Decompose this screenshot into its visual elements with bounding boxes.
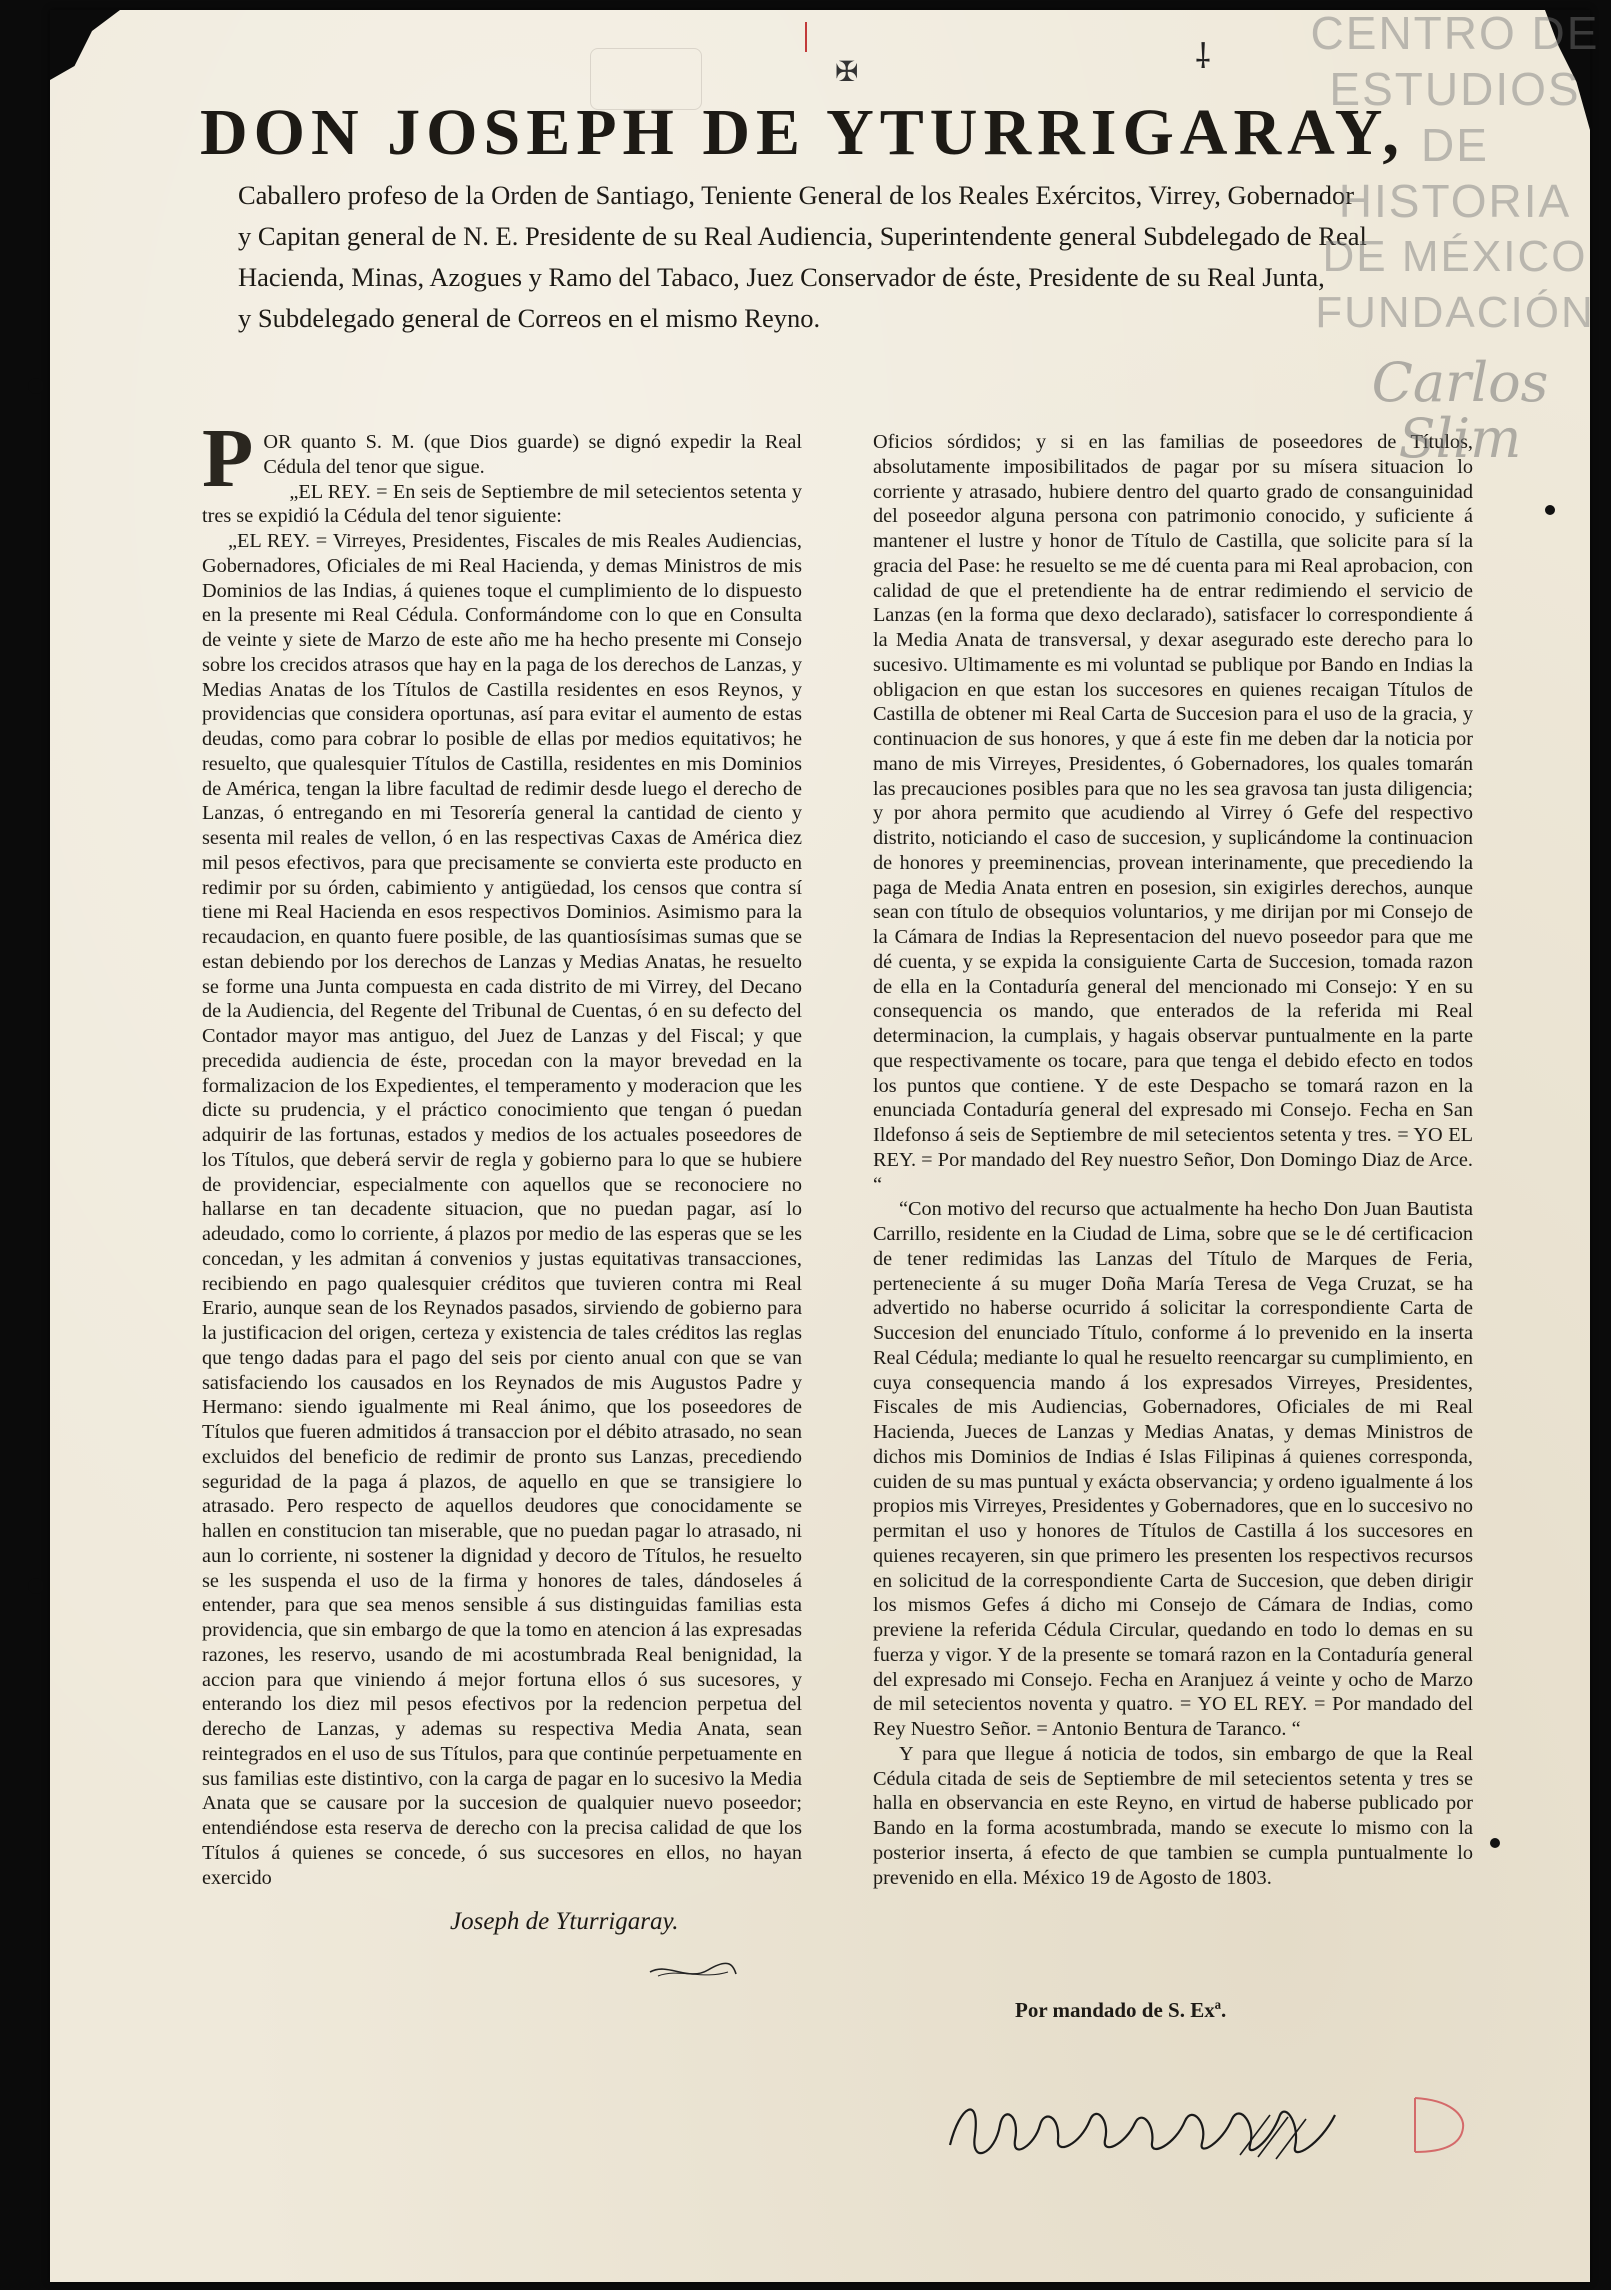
watermark-line: DE MÉXICO [1322,232,1588,281]
ink-dot [1490,1838,1500,1848]
watermark-script: Carlos Slim [1371,351,1549,470]
left-column [202,412,802,1890]
cross-icon: ✠ [835,57,859,88]
red-ink-mark [805,22,807,52]
mandado-line: Por mandado de S. Exª. [1015,1998,1227,2022]
subtitle-line: y Capitan general de N. E. Presidente de su Real Audiencia, Superintendente general Subdelegado de Real [238,221,1367,251]
paragraph: “Con motivo del recurso que actualmente ha hecho Don Juan Bautista Carrillo, residente en la Ciudad de Lima, sobre que se le dé certificacion de tener redimidas las Lanzas del Título de Marques de Feria, perteneciente á su muger Doña María Teresa de Vega Cruzat, se ha advertido no haberse ocurrido á solicitar la correspondiente Carta de Succesion del enunciado Título, conforme á lo prevenido en la inserta Real Cédula; mediante lo qual he resuelto reencargar su cumplimiento, en cuya consequencia mando á los expresados Virreyes, Presidentes, Fiscales de mis Audiencias, Gobernadores, Oficiales de mi Real Hacienda, Jueces de Lanzas y Medias Anatas, y demas Ministros de dichos mis Dominios de Indias é Islas Filipinas á quienes corresponda, cuiden de su mas puntual y exácta observancia; y ordeno igualmente á los propios mis Virreyes, Presidentes y Gobernadores, que en lo succesivo no permitan el uso y honores de Títulos de Castilla á los succesores en quienes recayeren, sin que primero les presenten los respectivos recursos en solicitud de la correspondiente Carta de Succesion, que deben dirigir los mismos Gefes á dicho mi Consejo de Cámara de Indias, como previene la referida Cédula Circular, quedando en todo lo demas en su fuerza y vigor. Y de la presente se tomará razon en la Contaduría general del expresado mi Consejo. Fecha en Aranjuez á veinte y ocho de Marzo de mil setecientos noventa y quatro. = YO EL REY. = Por mandado del Rey Nuestro Señor. = Antonio Bentura de Taranco. “ [873,1198,1473,1740]
watermark-line: DE HISTORIA [1338,119,1572,227]
drop-cap: P [202,412,254,505]
subtitle-line: Hacienda, Minas, Azogues y Ramo del Tabaco, Juez Conservador de éste, Presidente de su Real Junta, [238,262,1325,292]
subtitle-line: Caballero profeso de la Orden de Santiago, Teniente General de los Reales Exércitos, Virrey, Gobernador [238,180,1355,210]
paragraph: Y para que llegue á noticia de todos, sin embargo de que la Real Cédula citada de seis de Septiembre de mil setecientos setenta y tres se halla en observancia en este Reyno, en virtud de haberse publicado por Bando en la forma acostumbrada, mando se execute lo mismo con la posterior inserta, á efecto de que tambien se cumpla puntualmente lo prevenido en ella. México 19 de Agosto de 1803. [873,1742,1473,1889]
right-column [873,430,1473,1890]
watermark-line: FUNDACIÓN [1315,288,1595,337]
binding-hole [28,378,44,394]
red-pencil-mark [1405,2090,1475,2160]
paragraph: „EL REY. = En seis de Septiembre de mil setecientos setenta y tres se expidió la Cédula del tenor siguiente: [202,480,802,528]
watermark [1305,5,1605,470]
flourish-icon [648,1960,738,1982]
watermark-line: CENTRO DE [1310,7,1600,59]
binding-hole [28,1578,44,1594]
printed-signature: Joseph de Yturrigaray. [450,1908,679,1935]
paragraph-text: OR quanto S. M. (que Dios guarde) se dignó expedir la Real Cédula del tenor que sigue. [263,431,802,478]
ink-dot [1545,505,1555,515]
watermark-line: ESTUDIOS [1329,63,1581,115]
paragraph: „EL REY. = Virreyes, Presidentes, Fiscales de mis Reales Audiencias, Gobernadores, Oficiales de mi Real Hacienda, y demas Ministros de mis Dominios de las Indias, á quienes toque el cumplimiento de lo dispuesto en la presente mi Real Cédula. Conformándome con lo que en Consulta de veinte y siete de Marzo de este año me ha hecho presente mi Consejo sobre los crecidos atrasos que hay en la paga de los derechos de Lanzas, y Medias Anatas de los Títulos de Castilla residentes en esos Reynos, y providencias que considera oportunas, así para evitar el aumento de estas deudas, como para cobrar lo posible de ellas por medios equitativos; he resuelto, que qualesquier Títulos de Castilla, residentes en mis Dominios de América, tengan la libre facultad de redimir desde luego el derecho de Lanzas, ó entregando en mi Tesorería general la cantidad de ciento y sesenta mil reales de vellon, ó en las respectivas Caxas de América diez mil pesos efectivos, para que precisamente se convierta este producto en redimir por su órden, cabimiento y antigüedad, los censos que contra sí tiene mi Real Hacienda en esos respectivos Dominios. Asimismo para la recaudacion, en quanto fuere posible, de las quantiosísimas sumas que se estan debiendo por los derechos de Lanzas y Medias Anatas, he resuelto se forme una Junta compuesta en cada distrito de mi Virrey, del Decano de la Audiencia, del Regente del Tribunal de Cuentas, ó en su defecto del Contador mayor mas antiguo, del Juez de Lanzas y del Fiscal; y que precedida audiencia de éste, procedan con la mayor brevedad en la formalizacion de los Expedientes, el temperamento y moderacion que les dicte su prudencia, y el práctico conocimiento que tengan ó puedan adquirir de las fortunas, estados y medios de los actuales poseedores de los Títulos, que deberá servir de regla y gobierno para lo que se hubiere de providenciar, especialmente con aquellos que se reconociere no hallarse en tan decadente situacion, que no puedan pagar, así lo adeudado, como lo corriente, á plazos por medio de las esperas que se les concedan, y les admitan á convenios y justas equitativas transacciones, recibiendo en pago qualesquier créditos que tuvieren contra mi Real Erario, aunque sean de los Reynados pasados, sirviendo de gobierno para la justificacion del origen, certeza y existencia de tales créditos las reglas que tengo dadas para el pago del seis por ciento anual con que se van satisfaciendo los causados en los Reynados de mis Augustos Padre y Hermano: siendo igualmente mi Real ánimo, que los poseedores de Títulos que fueren admitidos á transaccion por el débito atrasado, no sean excluidos del beneficio de redimir de pronto sus Lanzas, precediendo seguridad de la paga á plazos, de aquello en que se transigiere lo atrasado. Pero respecto de aquellos deudores que conocidamente se hallen en constitucion tan miserable, que no puedan pagar lo atrasado, ni aun lo corriente, ni sostener la dignidad y decoro de Títulos, he resuelto se les suspenda el uso de la firma y honores de tales, dándoseles á entender, para que sea menos sensible á sus distinguidas familias esta providencia, que sin embargo de que la tomo en atencion á las expresadas razones, les reservo, usando de mi acostumbrada Real benignidad, la accion para que viniendo á mejor fortuna ellos ó sus sucesores, y enterando los diez mil pesos efectivos por la redencion perpetua del derecho de Lanzas, y ademas su respectiva Media Anata, sean reintegrados en el uso de sus Títulos, para que continúe perpetuamente en sus familias este distintivo, con la carga de pagar en lo sucesivo la Media Anata que se causare por la succesion de qualquier nuevo poseedor; entendiéndose esta reserva de derecho con la precisa calidad de que los Títulos á quienes se concede, ó sus succesores en ellos, no hayan exercido [202,530,802,1889]
document-title: DON JOSEPH DE YTURRIGARAY, [200,96,1405,169]
subtitle-line: y Subdelegado general de Correos en el mismo Reyno. [238,303,821,333]
ink-mark-icon: ⸸ [1195,39,1211,76]
handwritten-signature [940,2085,1360,2175]
paragraph: Oficios sórdidos; y si en las familias de poseedores de Títulos, absolutamente imposibilitados de pagar por su mísera situacion lo corriente y atrasado, hubiere dentro del quarto grado de consanguinidad del poseedor alguna persona con patrimonio conocido, y suficiente á mantener el lustre y honor de Título de Castilla, que solicite para sí la gracia del Pase: he resuelto se me dé cuenta para mi Real aprobacion, con calidad de que el pretendiente ha de entrar redimiendo el servicio de Lanzas (en la forma que dexo declarado), satisfacer lo correspondiente á la Media Anata de transversal, y dexar asegurado este derecho para lo sucesivo. Ultimamente es mi voluntad se publique por Bando en Indias la obligacion en que estan los succesores en quienes recaigan Títulos de Castilla de obtener mi Real Carta de Succesion para el uso de la gracia, y continuacion de sus honores, y que á este fin me deben dar la noticia por mano de mis Virreyes, Presidentes, ó Gobernadores, los quales tomarán las precauciones posibles para que no les sea gravosa tan justa diligencia; y por ahora permito que acudiendo al Virrey ó Gefe del respectivo distrito, noticiando el caso de succesion, y suplicándome la continuacion de honores y preeminencias, provean interinamente, que precediendo la paga de Media Anata entren en posesion, sin exigirles derechos, aunque sean con título de obsequios voluntarios, y me dirijan por mi Consejo de la Cámara de Indias la Representacion del nuevo poseedor para que me dé cuenta, y se expida la consiguiente Carta de Succesion, tomada razon de ella en la Contaduría general del mencionado mi Consejo: Y en su consequencia os mando, que enterados de la referida mi Real determinacion, la cumplais, y hagais observar puntualmente en la parte que respectivamente os tocare, para que tenga el debido efecto en todos los puntos que contiene. Y de este Despacho se tomará razon en la enunciada Contaduría general del expresado mi Consejo. Fecha en San Ildefonso á seis de Septiembre de mil setecientos setenta y tres. = YO EL REY. = Por mandado del Rey nuestro Señor, Don Domingo Diaz de Arce. “ [873,431,1473,1196]
